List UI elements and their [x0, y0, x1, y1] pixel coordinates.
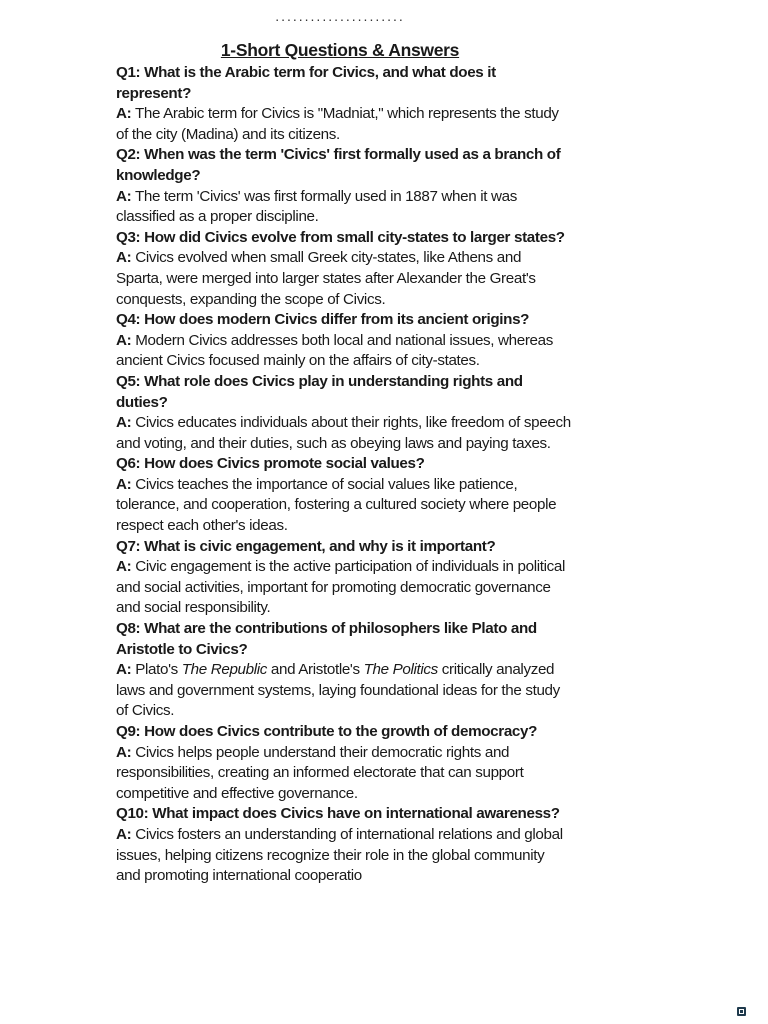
answer-8: [116, 660, 571, 722]
question-4: Q4: How does modern Civics differ from its ancient origins?: [116, 311, 530, 329]
answer-text: Civic engagement is the active participation of individuals in political and social activities, important for promoting democratic governance and social responsibility.: [116, 558, 566, 617]
book-title-the-politics: The Politics: [363, 661, 438, 679]
answer-text: Modern Civics addresses both local and national issues, whereas ancient Civics focused mainly on the affairs of city-states.: [116, 331, 553, 370]
answer-9: [116, 743, 571, 805]
qa-item-7: [116, 537, 571, 619]
corner-badge-icon: [737, 1007, 746, 1016]
answer-text: Civics fosters an understanding of international relations and global issues, helping citizens recognize their role in the global community and promoting international cooperatio: [116, 825, 563, 885]
answer-text: Civics evolved when small Greek city-states, like Athens and Sparta, were merged into larger states after Alexander the Great's conquests, expanding the scope of Civics.: [116, 249, 536, 308]
qa-item-2: [116, 145, 571, 227]
question-9: Q9: How does Civics contribute to the growth of democracy?: [116, 723, 538, 740]
qa-item-1: [116, 63, 571, 145]
answer-prefix: A:: [116, 825, 132, 843]
header-dots: ......................: [275, 8, 405, 24]
qa-item-4: [116, 310, 571, 372]
qa-item-6: [116, 454, 571, 536]
answer-prefix: A:: [116, 105, 132, 123]
answer-3: [116, 248, 571, 310]
answer-prefix: A:: [116, 331, 132, 349]
book-title-the-republic: The Republic: [181, 661, 268, 679]
answer-text: The Arabic term for Civics is "Madniat," which represents the study of the city (Madina) and its citizens.: [116, 105, 559, 143]
answer-text-part: and Aristotle's: [267, 661, 364, 679]
answer-prefix: A:: [116, 475, 132, 493]
answer-prefix: A:: [116, 414, 132, 432]
answer-text: Civics helps people understand their democratic rights and responsibilities, creating an informed electorate that can support competitive and effective governance.: [116, 743, 524, 802]
qa-item-3: [116, 228, 571, 310]
question-1: Q1: What is the Arabic term for Civics, and what does it represent?: [116, 64, 496, 102]
answer-text-part: critically analyzed laws and government systems, laying foundational ideas for the study of Civics.: [116, 661, 560, 720]
question-8: Q8: What are the contributions of philosophers like Plato and Aristotle to Civics?: [116, 620, 537, 658]
answer-prefix: A:: [116, 558, 132, 576]
qa-item-9: [116, 722, 571, 804]
answer-6: [116, 475, 571, 537]
qa-list: [116, 63, 571, 887]
question-6: Q6: How does Civics promote social values?: [116, 455, 425, 473]
question-10: Q10: What impact does Civics have on international awareness?: [116, 805, 560, 823]
page-title: 1-Short Questions & Answers: [220, 40, 460, 60]
answer-text: Civics educates individuals about their rights, like freedom of speech and voting, and their duties, such as obeying laws and paying taxes.: [116, 414, 571, 452]
question-2: Q2: When was the term 'Civics' first formally used as a branch of knowledge?: [116, 146, 561, 184]
answer-4: [116, 331, 571, 372]
answer-1: [116, 104, 571, 145]
question-7: Q7: What is civic engagement, and why is it important?: [116, 537, 496, 555]
qa-item-10: [116, 804, 571, 886]
answer-text-part: Plato's: [135, 661, 182, 679]
question-3: Q3: How did Civics evolve from small city-states to larger states?: [116, 228, 565, 246]
answer-prefix: A:: [116, 187, 132, 205]
answer-7: [116, 557, 571, 619]
answer-prefix: A:: [116, 743, 132, 761]
answer-text: Civics teaches the importance of social values like patience, tolerance, and cooperation, fostering a cultured society where people respect each other's ideas.: [116, 475, 557, 535]
answer-2: [116, 187, 571, 228]
answer-10: [116, 825, 571, 887]
question-5: Q5: What role does Civics play in understanding rights and duties?: [116, 372, 523, 411]
answer-5: [116, 413, 571, 454]
answer-prefix: A:: [116, 249, 132, 267]
answer-text: The term 'Civics' was first formally used in 1887 when it was classified as a proper discipline.: [116, 187, 517, 226]
qa-item-8: [116, 619, 571, 722]
answer-prefix: A:: [116, 661, 132, 679]
qa-item-5: [116, 372, 571, 454]
